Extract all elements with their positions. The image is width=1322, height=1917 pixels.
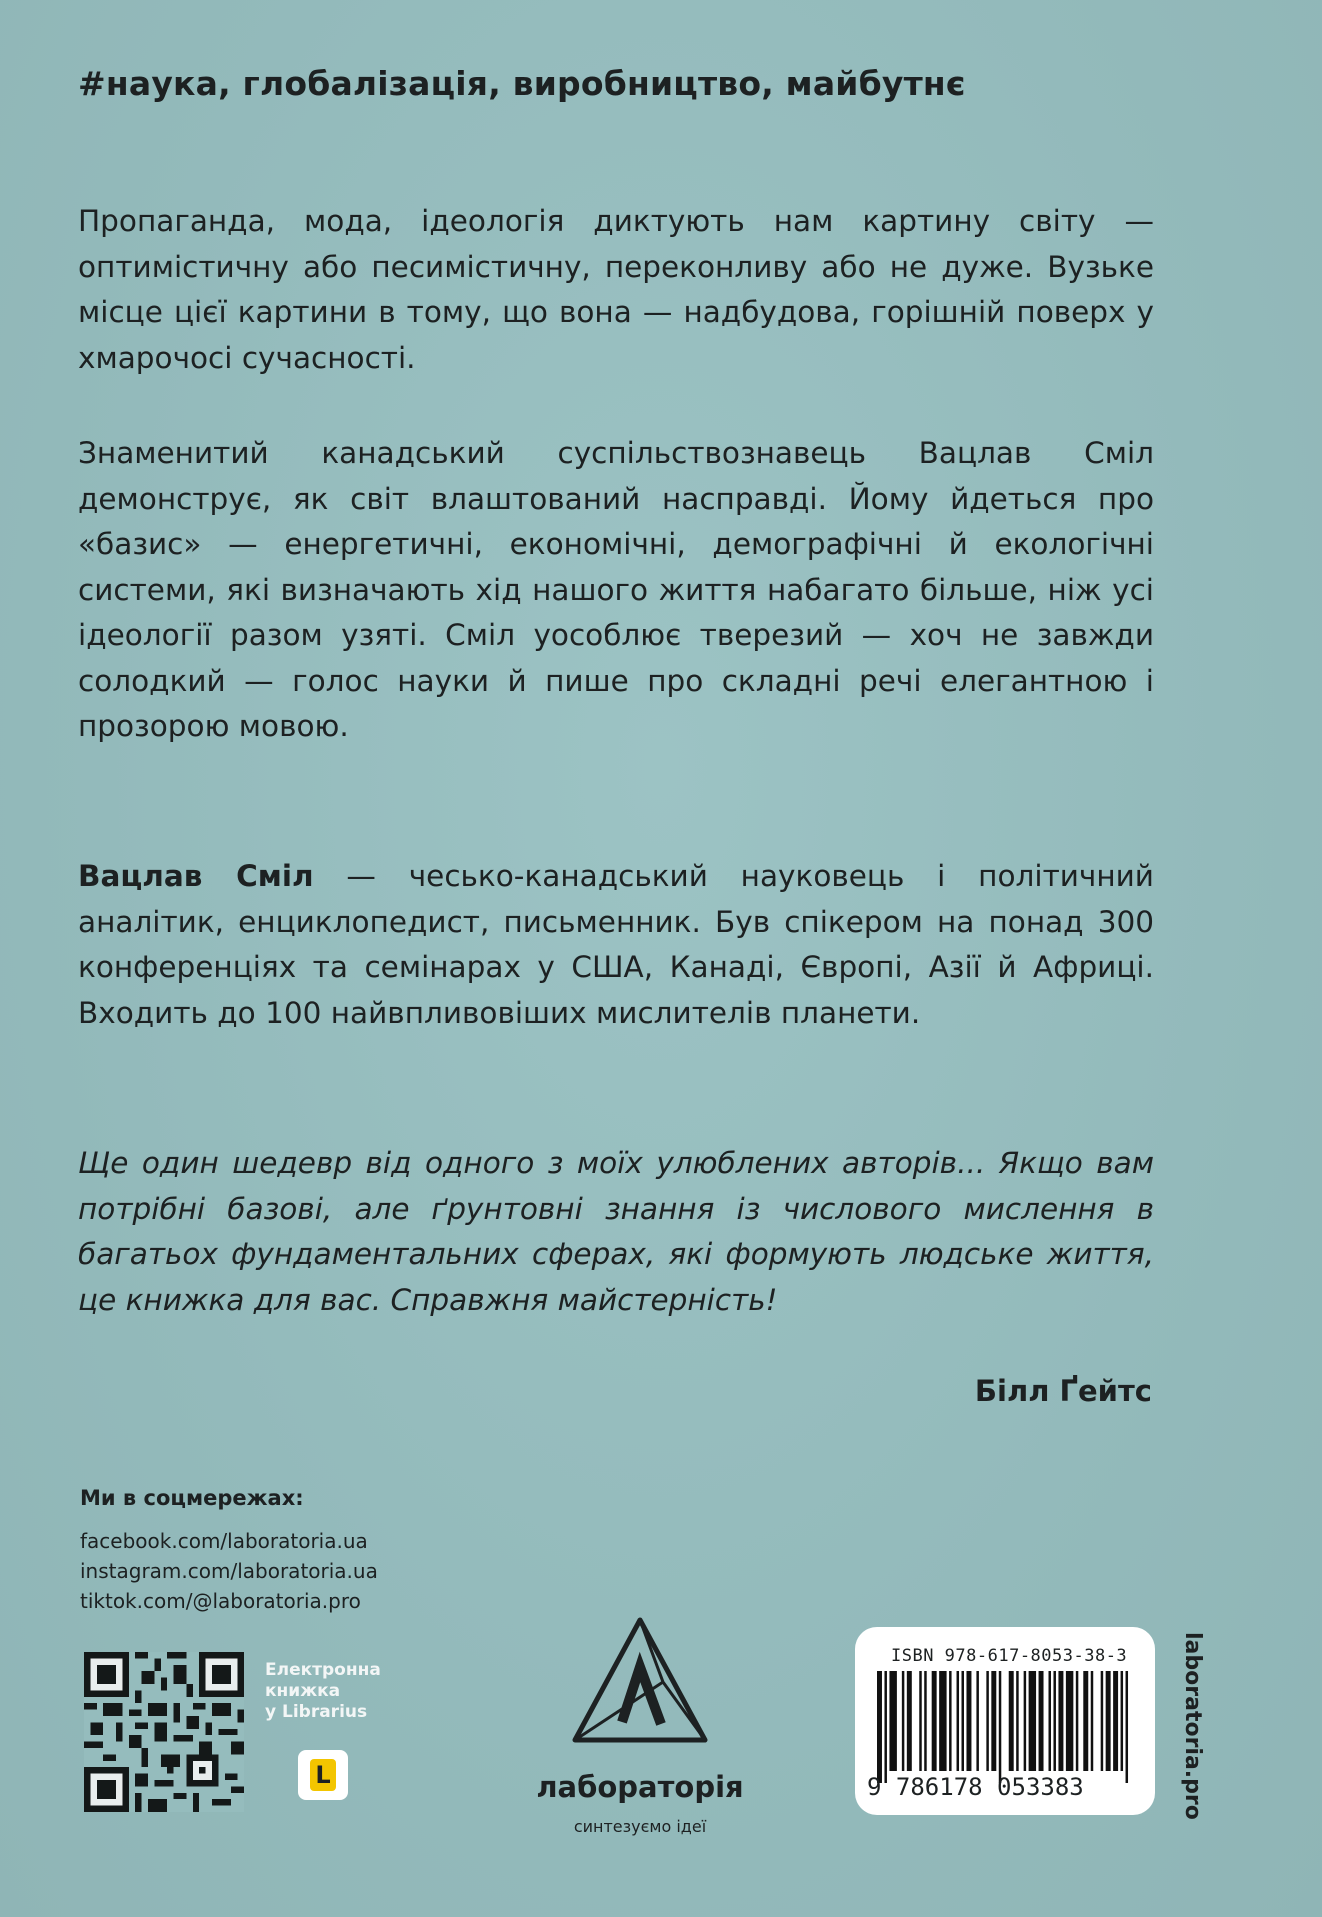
social-title: Ми в соцмережах: bbox=[80, 1486, 304, 1510]
barcode bbox=[877, 1671, 1133, 1783]
facebook-link[interactable]: facebook.com/laboratoria.ua bbox=[80, 1529, 368, 1553]
ebook-line: у Librarius bbox=[265, 1702, 368, 1722]
website-link[interactable]: laboratoria.pro bbox=[1180, 1632, 1205, 1820]
description-paragraph: Знаменитий канадський суспільствознавець Вацлав Сміл демонструє, як світ влаштований насправді. Йому йдеться про «базис» — енергетичні, економічні, демографічні й екологічні системи, які визначають хід нашого життя набагато більше, ніж усі ідеології разом узяті. Сміл уособлює тверезий — хоч не завжди солодкий — голос науки й пише про складні речі елегантною і прозорою мовою. bbox=[78, 436, 1154, 743]
barcode-digits: 9 786178 053383 bbox=[867, 1773, 1084, 1801]
laboratoria-logo-icon bbox=[565, 1612, 715, 1762]
ebook-line: Електронна bbox=[265, 1660, 381, 1680]
ebook-line: книжка bbox=[265, 1681, 341, 1701]
isbn-text: ISBN 978-617-8053-38-3 bbox=[891, 1646, 1128, 1666]
librarius-letter: L bbox=[310, 1759, 336, 1791]
publisher-name: лабораторія bbox=[536, 1770, 744, 1804]
tiktok-link[interactable]: tiktok.com/@laboratoria.pro bbox=[80, 1589, 361, 1613]
tags-line: #наука, глобалізація, виробництво, майбутнє bbox=[78, 64, 966, 103]
author-bio bbox=[78, 854, 1154, 1036]
ebook-label bbox=[265, 1660, 381, 1723]
author-bio-text: — чесько-канадський науковець і політичний аналітик, енциклопедист, письменник. Був спікером на понад 300 конференціях та семінарах у США, Канаді, Європі, Азії й Африці. Входить до 100 найвпливовіших мислителів планети. bbox=[78, 859, 1154, 1030]
qr-code[interactable] bbox=[84, 1652, 244, 1812]
publisher-tagline: синтезуємо ідеї bbox=[573, 1817, 707, 1836]
librarius-icon[interactable] bbox=[298, 1750, 348, 1800]
author-name: Вацлав Сміл bbox=[78, 859, 314, 893]
quote-text: Ще один шедевр від одного з моїх улюблених авторів... Якщо вам потрібні базові, але ґрунтовні знання із числового мислення в багатьох фундаментальних сферах, які формують людське життя, це книжка для вас. Справжня майстерність! bbox=[78, 1146, 1154, 1317]
barcode-panel bbox=[855, 1627, 1155, 1815]
intro-paragraph: Пропаганда, мода, ідеологія диктують нам картину світу — оптимістичну або песимістичну, переконливу або не дуже. Вузьке місце цієї картини в тому, що вона — надбудова, горішній поверх у хмарочосі сучасності. bbox=[78, 204, 1154, 375]
quote-author: Білл Ґейтс bbox=[974, 1374, 1152, 1408]
instagram-link[interactable]: instagram.com/laboratoria.ua bbox=[80, 1559, 378, 1583]
